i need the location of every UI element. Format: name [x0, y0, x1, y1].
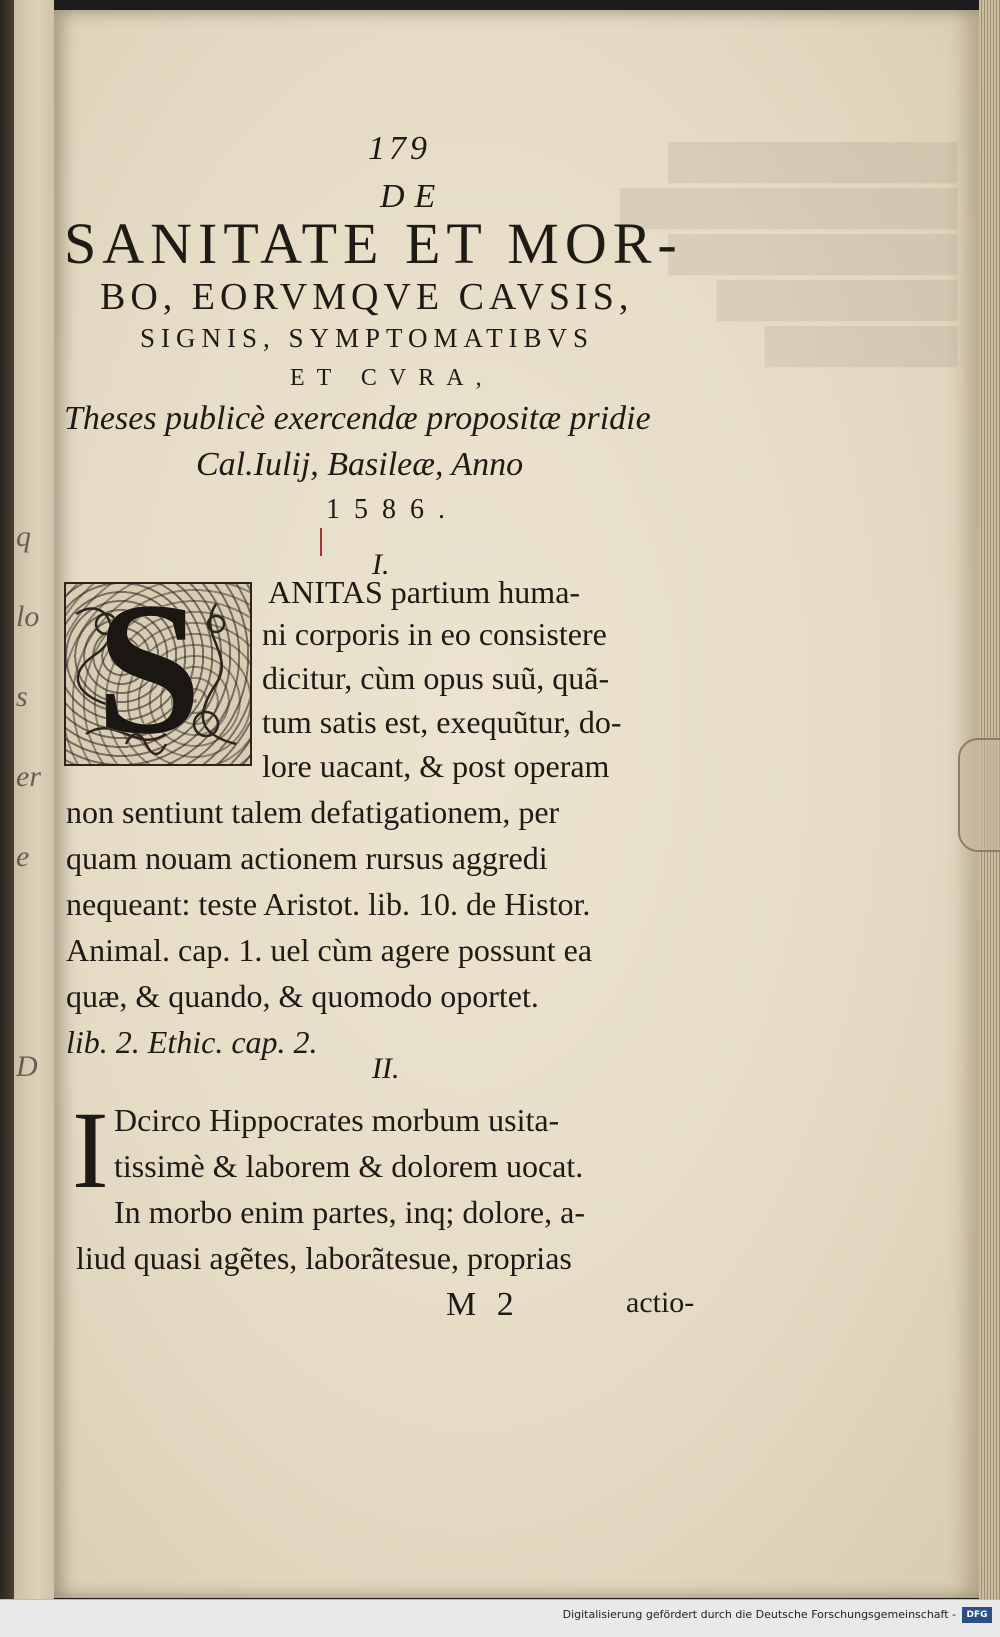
bleed-through-text: ████████████ ██████████████ ████████████ ██████████ ████████ — [620, 144, 958, 365]
book-spine — [0, 0, 14, 1600]
section-1-line: tum satis est, exequũtur, do- — [262, 704, 622, 740]
section-2-line: Dcirco Hippocrates morbum usita- — [114, 1102, 560, 1138]
section-1-line: lib. 2. Ethic. cap. 2. — [66, 1024, 318, 1060]
section-1-line: Animal. cap. 1. uel cùm agere possunt ea — [66, 932, 593, 968]
section-2-line: In morbo enim partes, inq; dolore, a- — [114, 1194, 585, 1230]
title-line-1: SANITATE ET MOR- — [64, 211, 683, 276]
footer-bar — [0, 1599, 1000, 1637]
title-line-4: ET CVRA, — [290, 365, 494, 391]
section-2-line: liud quasi agẽtes, laborãtesue, proprias — [76, 1240, 572, 1276]
red-pencil-mark — [320, 528, 322, 556]
initial-letter-i: I — [72, 1089, 109, 1211]
page-clip — [958, 738, 1000, 852]
section-1-line: nequeant: teste Aristot. lib. 10. de Histor. — [66, 886, 591, 922]
facing-page-edge: q lo s er e D — [14, 0, 54, 1600]
section-1-line: non sentiunt talem defatigationem, per — [66, 794, 560, 830]
section-1-line: dicitur, cùm opus suũ, quã- — [262, 660, 610, 696]
decorated-initial — [64, 564, 252, 774]
title-line-0: DE — [380, 178, 446, 215]
initial-letter-s: S — [96, 564, 202, 774]
section-2-line: tissimè & laborem & dolorem uocat. — [114, 1148, 584, 1184]
footer-credit: Digitalisierung gefördert durch die Deutsche Forschungsgemeinschaft - — [562, 1608, 956, 1621]
imprint-line-2: Cal.Iulij, Basileæ, Anno — [196, 446, 524, 483]
title-line-3: SIGNIS, SYMPTOMATIBVS — [140, 323, 595, 353]
section-1-line: ni corporis in eo consistere — [262, 616, 607, 652]
signature-mark: M 2 — [446, 1286, 520, 1323]
imprint-year: 1586. — [326, 494, 459, 525]
section-1-line: quæ, & quando, & quomodo oportet. — [66, 978, 539, 1014]
page-number: 179 — [368, 130, 431, 167]
section-1-line: quam nouam actionem rursus aggredi — [66, 840, 548, 876]
title-line-2: BO, EORVMQVE CAVSIS, — [100, 276, 634, 318]
catchword: actio- — [626, 1286, 695, 1319]
section-2-numeral: II. — [372, 1052, 400, 1085]
section-1-line: ANITAS partium huma- — [268, 574, 581, 610]
section-1-line: lore uacant, & post operam — [262, 748, 610, 784]
dfg-logo-icon: DFG — [962, 1607, 992, 1623]
section-1-numeral: I. — [372, 548, 390, 581]
imprint-line-1: Theses publicè exercendæ propositæ pridie — [64, 400, 651, 437]
